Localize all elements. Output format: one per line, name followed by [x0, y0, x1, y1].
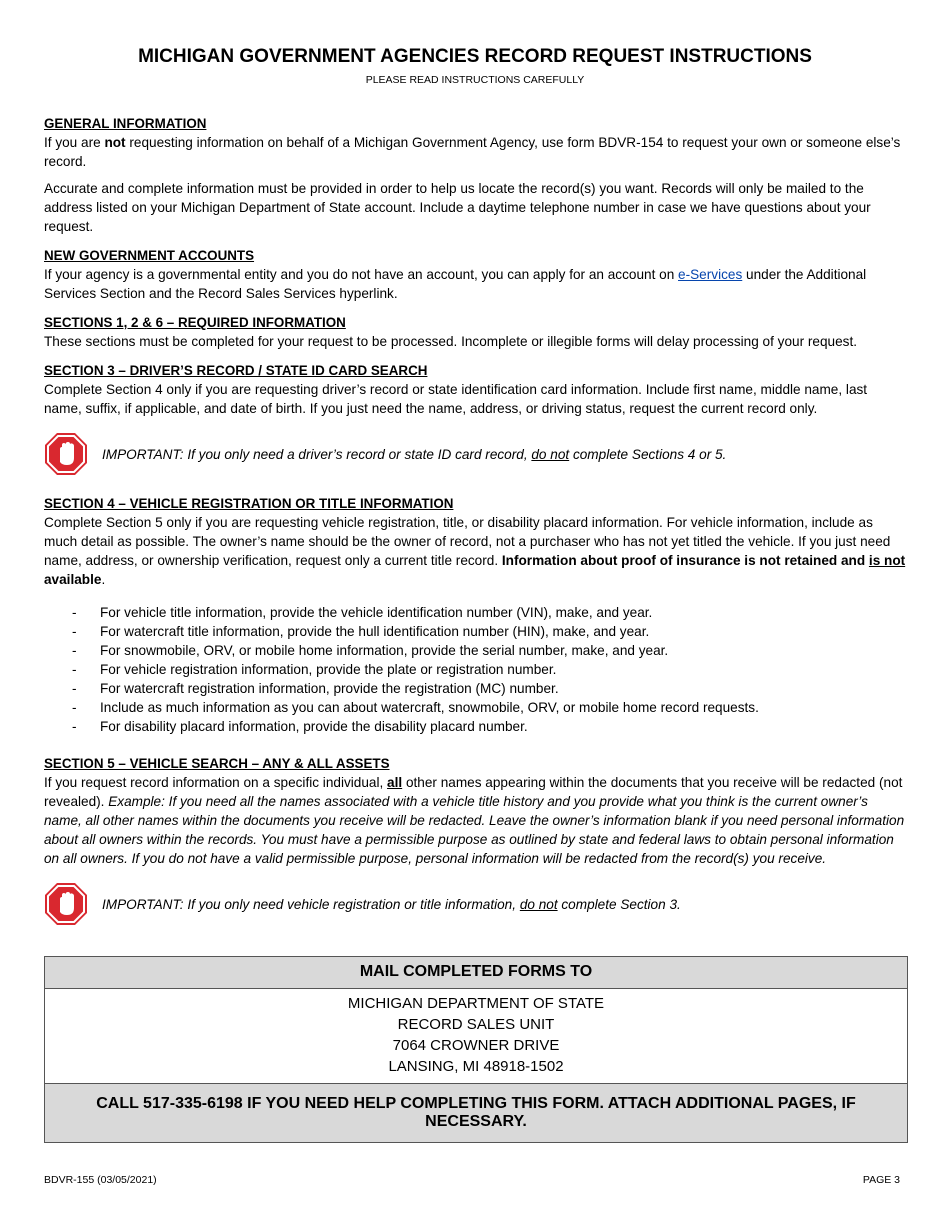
mail-heading: MAIL COMPLETED FORMS TO: [45, 957, 907, 989]
form-id: BDVR-155 (03/05/2021): [44, 1174, 157, 1186]
stop-hand-icon: [44, 432, 88, 476]
address-line: 7064 CROWNER DRIVE: [392, 1037, 560, 1054]
list-item: - For vehicle registration information, provide the plate or registration number.: [44, 660, 906, 679]
address-line: MICHIGAN DEPARTMENT OF STATE: [347, 995, 605, 1012]
general-paragraph-2: Accurate and complete information must be provided in order to help us locate the record(s) you want. Records will only be mailed to the address listed on your Michigan Department of State account. Include a daytime telephone number in case we have questions about your request.: [44, 181, 871, 234]
section-5-heading: SECTION 5 – VEHICLE SEARCH – ANY & ALL ASSETS: [44, 756, 390, 771]
list-item: - Include as much information as you can about watercraft, snowmobile, ORV, or mobile home record requests.: [44, 698, 906, 717]
mail-instructions-box: [44, 956, 908, 1143]
list-item: - For watercraft title information, provide the hull identification number (HIN), make, and year.: [44, 622, 906, 641]
address-line: LANSING, MI 48918-1502: [388, 1058, 564, 1075]
instructions-body: [44, 114, 906, 944]
section-5-important-note: [44, 882, 906, 926]
sections-126-heading: SECTIONS 1, 2 & 6 – REQUIRED INFORMATION: [44, 315, 346, 330]
section-3-important-note: [44, 432, 906, 476]
section-4-list: [44, 603, 906, 736]
address-line: RECORD SALES UNIT: [397, 1016, 555, 1033]
new-accounts-heading: NEW GOVERNMENT ACCOUNTS: [44, 248, 255, 263]
list-item: - For snowmobile, ORV, or mobile home information, provide the serial number, make, and year.: [44, 641, 906, 660]
page-number: PAGE 3: [862, 1174, 900, 1186]
section-3-important-text: IMPORTANT: If you only need a driver’s record or state ID card record, do not complete Sections 4 or 5.: [102, 446, 727, 462]
list-item: - For vehicle title information, provide the vehicle identification number (VIN), make, and year.: [44, 603, 906, 622]
list-item: - For disability placard information, provide the disability placard number.: [44, 717, 906, 736]
section-3-heading: SECTION 3 – DRIVER’S RECORD / STATE ID CARD SEARCH: [44, 363, 428, 378]
section-5-paragraph: If you request record information on a specific individual, all other names appearing within the documents that you receive will be redacted (not revealed). Example: If you need all the names associated with a vehicle title history and you provide what you think is the current owner’s name, all other names within the documents you receive will be redacted. Leave the owner’s information blank if you need personal information about all owners within the records. You must have a permissible purpose as outlined by state and federal laws to obtain personal information on all owners. If you do not have a valid permissible purpose, personal information will be redacted from the record(s) you receive.: [44, 775, 905, 866]
section-3-paragraph: Complete Section 4 only if you are requesting driver’s record or state identification card information. Include first name, middle name, last name, suffix, if applicable, and date of birth. If you just need the name, address, or driving status, request the current record only.: [44, 382, 868, 416]
mail-address: [45, 989, 907, 1083]
section-5-important-text: IMPORTANT: If you only need vehicle registration or title information, do not complete Section 3.: [102, 896, 681, 912]
call-for-help-note: CALL 517-335-6198 IF YOU NEED HELP COMPLETING THIS FORM. ATTACH ADDITIONAL PAGES, IF NECESSARY.: [45, 1083, 907, 1142]
section-4-heading: SECTION 4 – VEHICLE REGISTRATION OR TITLE INFORMATION: [44, 496, 454, 511]
stop-hand-icon: [44, 882, 88, 926]
new-accounts-paragraph: If your agency is a governmental entity and you do not have an account, you can apply for an account on e-Services under the Additional Services Section and the Record Sales Services hyperlink.: [44, 267, 867, 301]
general-heading: GENERAL INFORMATION: [44, 116, 207, 131]
page-subtitle: PLEASE READ INSTRUCTIONS CAREFULLY: [365, 74, 585, 86]
list-item: - For watercraft registration information, provide the registration (MC) number.: [44, 679, 906, 698]
general-paragraph-1: If you are not requesting information on behalf of a Michigan Government Agency, use form BDVR-154 to request your own or someone else’s record.: [44, 135, 901, 169]
page-title: MICHIGAN GOVERNMENT AGENCIES RECORD REQUEST INSTRUCTIONS: [138, 46, 812, 67]
sections-126-paragraph: These sections must be completed for your request to be processed. Incomplete or illegible forms will delay processing of your request.: [44, 334, 858, 349]
e-services-link[interactable]: e-Services: [678, 267, 743, 282]
section-4-paragraph: Complete Section 5 only if you are requesting vehicle registration, title, or disability placard information. For vehicle information, include as much detail as possible. The owner’s name should be the owner of record, not a purchaser who has not yet titled the vehicle. If you just need name, address, or ownership verification, request only a current title record. Information about proof of insurance is not retained and is not available.: [44, 515, 906, 587]
